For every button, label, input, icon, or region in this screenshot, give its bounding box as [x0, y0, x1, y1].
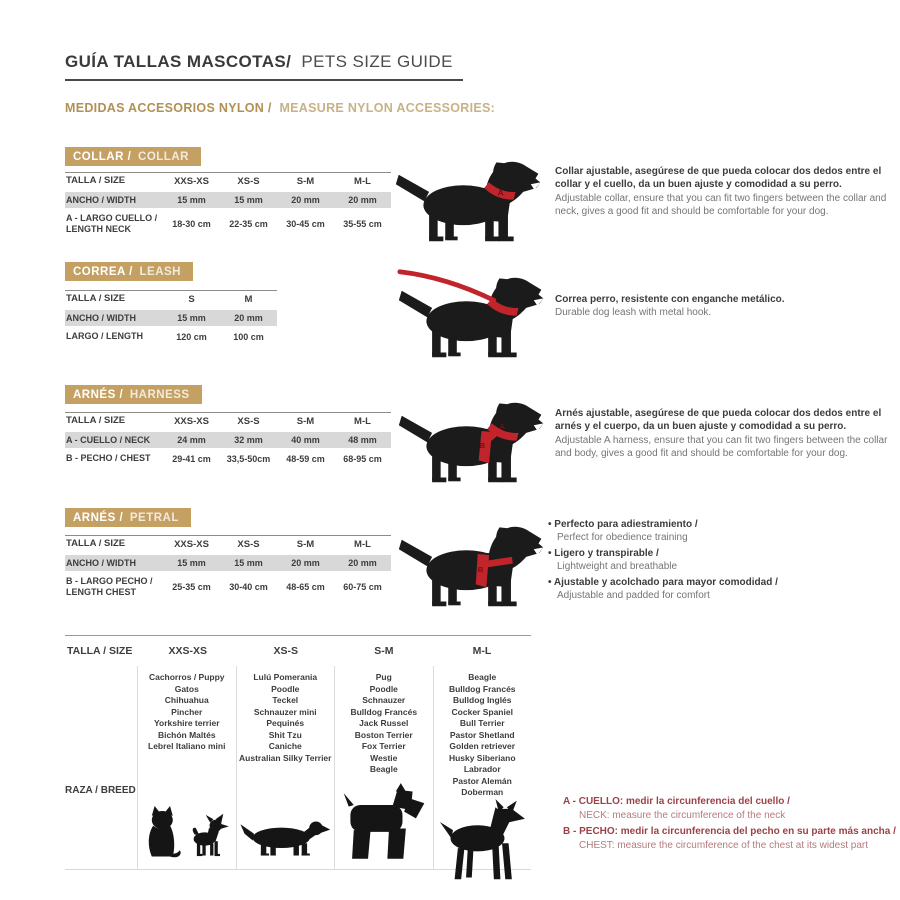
feature-item: [548, 518, 888, 544]
breed-item: Labrador: [463, 764, 501, 774]
size-header-cell: M-L: [354, 176, 371, 187]
breed-item: Lebrel Italiano mini: [148, 741, 226, 751]
size-header-cell: S-M: [374, 645, 394, 657]
value-cell: 15 mm: [177, 558, 206, 569]
size-header-cell: XXS-XS: [174, 416, 209, 427]
row-label: ANCHO / WIDTH: [66, 558, 136, 568]
value-cell: 15 mm: [234, 558, 263, 569]
value-cell: 15 mm: [234, 195, 263, 206]
breed-item: Pastor Shetland: [449, 729, 515, 740]
value-cell: 33,5-50cm: [226, 453, 271, 464]
breed-item: Bulldog Francés: [448, 683, 516, 694]
size-header-cell: XXS-XS: [174, 539, 209, 550]
breed-item: Jack Russel: [359, 718, 409, 728]
breed-item: Pug: [375, 672, 392, 682]
breed-item: Westie: [370, 752, 398, 763]
description-es: Arnés ajustable, asegúrese de que pueda colocar dos dedos entre el arnés y el cuerpo, da un buen ajuste y comodidad a su perro.: [555, 408, 882, 433]
svg-text:B: B: [477, 565, 484, 575]
breed-silhouettes: [435, 799, 529, 891]
breed-item: Fox Terrier: [361, 741, 406, 751]
breed-item: Cachorros / Puppy: [148, 672, 225, 682]
value-cell: 20 mm: [291, 558, 320, 569]
petral-section-badge: [65, 508, 191, 527]
breed-item: Bichón Maltés: [157, 729, 216, 740]
breed-item: Bulldog Inglés: [452, 695, 512, 705]
dog-with-red-harness-illustration: [396, 387, 548, 492]
harness-size-table: [65, 412, 391, 469]
petral-size-table: [65, 535, 391, 602]
value-cell: 25-35 cm: [172, 581, 211, 592]
breed-item: Chihuahua: [164, 695, 209, 705]
value-cell: 48-65 cm: [286, 581, 325, 592]
value-cell: 24 mm: [177, 435, 206, 446]
table-header-row: [65, 536, 391, 555]
badge-text-en: HARNESS: [129, 389, 190, 401]
leash-size-table: [65, 290, 277, 347]
table-row: [65, 310, 277, 328]
page-subtitle: [65, 101, 495, 115]
row-label: ANCHO / WIDTH: [66, 195, 136, 205]
breed-silhouettes: [239, 812, 331, 869]
size-header-cell: XS-S: [273, 645, 299, 657]
breed-item: Beagle: [369, 764, 398, 774]
breed-column-xxs-xs: [137, 666, 236, 869]
size-header-cell: XS-S: [237, 176, 260, 187]
measuring-notes: [563, 795, 898, 855]
badge-text-es: CORREA /: [73, 266, 133, 278]
breed-item: Pincher: [171, 706, 203, 717]
table-header-row: [65, 173, 391, 192]
breed-list: [239, 666, 331, 764]
size-header-cell: XXS-XS: [174, 176, 209, 187]
breed-item: Poodle: [369, 683, 398, 694]
value-cell: 48-59 cm: [286, 453, 325, 464]
value-cell: 20 mm: [234, 313, 263, 324]
breed-item: Australian Silky Terrier: [239, 752, 332, 763]
value-cell: 20 mm: [348, 558, 377, 569]
row-label: A - CUELLO / NECK: [66, 435, 151, 445]
size-header-cell: M-L: [354, 539, 371, 550]
breed-item: Husky Siberiano: [448, 752, 516, 763]
doberman-silhouette: [435, 799, 529, 885]
breed-item: Cocker Spaniel: [451, 706, 513, 717]
page-subtitle-en: MEASURE NYLON ACCESSORIES:: [279, 101, 496, 115]
value-cell: 100 cm: [233, 331, 264, 342]
table-row: [65, 555, 391, 573]
badge-text-es: ARNÉS /: [73, 389, 124, 401]
harness-description: [555, 407, 890, 460]
row-label: B - PECHO / CHEST: [66, 453, 151, 464]
value-cell: 68-95 cm: [343, 453, 382, 464]
size-header-cell: M-L: [472, 645, 492, 657]
badge-text-es: COLLAR /: [73, 151, 132, 163]
size-header-cell: S-M: [296, 176, 315, 187]
table-header-row: [65, 413, 391, 432]
breed-row-label: RAZA / BREED: [65, 784, 136, 796]
size-header-cell: XS-S: [237, 539, 260, 550]
breed-silhouettes: [142, 803, 231, 869]
breed-item: Pequinés: [266, 718, 305, 728]
value-cell: 18-30 cm: [172, 218, 211, 229]
row-label: B - LARGO PECHO / LENGTH CHEST: [66, 576, 153, 597]
breed-list: [350, 666, 417, 776]
value-cell: 15 mm: [177, 195, 206, 206]
page-subtitle-es: MEDIDAS ACCESORIOS NYLON /: [65, 101, 272, 115]
table-row: [65, 328, 277, 346]
note-light: NECK: measure the circumference of the neck: [579, 810, 786, 821]
breed-item: Poodle: [271, 683, 300, 694]
table-row: [65, 573, 391, 602]
note-item: [563, 825, 898, 853]
note-bold: B - PECHO: medir la circunferencia del pecho en su parte más ancha /: [563, 826, 896, 837]
breed-item: Golden retriever: [449, 741, 516, 751]
value-cell: 22-35 cm: [229, 218, 268, 229]
description-es: Correa perro, resistente con enganche metálico.: [555, 294, 785, 305]
size-header-cell: TALLA / SIZE: [66, 293, 126, 305]
feature-en: Adjustable and padded for comfort: [557, 590, 710, 601]
table-row: [65, 432, 391, 450]
description-en: Durable dog leash with metal hook.: [555, 307, 712, 319]
breed-item: Gatos: [174, 683, 199, 694]
badge-text-en: COLLAR: [138, 151, 189, 163]
breed-table: [65, 635, 531, 870]
size-header-cell: TALLA / SIZE: [66, 415, 126, 427]
badge-text-en: PETRAL: [129, 512, 179, 524]
note-bold: A - CUELLO: medir la circunferencia del cuello /: [563, 796, 790, 807]
breed-item: Pastor Alemán: [452, 775, 512, 786]
breed-item: Teckel: [272, 695, 299, 705]
breed-column-s-m: [334, 666, 433, 869]
schnauzer-silhouette: [342, 783, 426, 863]
feature-en: Perfect for obedience training: [557, 532, 688, 543]
feature-item: [548, 576, 888, 602]
size-header-cell: S: [188, 294, 195, 305]
cat-silhouette: [142, 803, 184, 863]
value-cell: 30-40 cm: [229, 581, 268, 592]
svg-text:A: A: [499, 422, 506, 432]
breed-list: [449, 666, 516, 799]
dog-with-red-leash-illustration: [396, 262, 548, 367]
badge-text-en: LEASH: [139, 266, 181, 278]
breed-column-m-l: [433, 666, 532, 869]
breed-table-body: [65, 666, 531, 870]
table-row: [65, 210, 391, 239]
note-item: [563, 795, 898, 823]
page-title-es: GUÍA TALLAS MASCOTAS/: [65, 52, 292, 71]
feature-es: • Ligero y transpirable /: [548, 547, 888, 560]
breed-item: Doberman: [461, 787, 504, 797]
page-title: [65, 52, 463, 81]
dachshund-silhouette: [239, 812, 331, 863]
value-cell: 20 mm: [291, 195, 320, 206]
row-label: LARGO / LENGTH: [66, 331, 143, 342]
breed-silhouettes: [342, 783, 426, 869]
size-header-cell: XXS-XS: [168, 645, 207, 657]
dog-with-red-petral-illustration: [396, 511, 548, 616]
description-en: Adjustable A harness, ensure that you can fit two fingers between the collar and body, gives a good fit and should be comfortable for your dog.: [555, 434, 888, 459]
value-cell: 29-41 cm: [172, 453, 211, 464]
svg-text:B: B: [479, 441, 486, 451]
collar-size-table: [65, 172, 391, 239]
dog-with-red-collar-illustration: [393, 146, 545, 251]
petral-feature-list: [548, 518, 888, 605]
breed-table-header: [65, 636, 531, 666]
value-cell: 30-45 cm: [286, 218, 325, 229]
value-cell: 15 mm: [177, 313, 206, 324]
table-row: [65, 450, 391, 468]
table-row: [65, 192, 391, 210]
breed-list: [148, 666, 225, 753]
breed-item: Beagle: [468, 672, 497, 682]
value-cell: 60-75 cm: [343, 581, 382, 592]
size-header-cell: M-L: [354, 416, 371, 427]
feature-item: [548, 547, 888, 573]
feature-es: • Perfecto para adiestramiento /: [548, 518, 888, 531]
svg-text:A: A: [497, 187, 504, 198]
value-cell: 35-55 cm: [343, 218, 382, 229]
feature-es: • Ajustable y acolchado para mayor comodidad /: [548, 576, 888, 589]
breed-item: Schnauzer mini: [253, 706, 317, 717]
size-header-cell: M: [244, 294, 253, 305]
leash-section-badge: [65, 262, 193, 281]
breed-item: Caniche: [268, 741, 302, 751]
size-header-cell: TALLA / SIZE: [67, 645, 133, 657]
breed-item: Boston Terrier: [354, 729, 413, 740]
leash-description: [555, 293, 890, 320]
value-cell: 32 mm: [234, 435, 263, 446]
breed-item: Lulú Pomerania: [253, 672, 318, 682]
collar-description: [555, 165, 890, 218]
collar-section-badge: [65, 147, 201, 166]
badge-text-es: ARNÉS /: [73, 512, 124, 524]
size-header-cell: TALLA / SIZE: [66, 538, 126, 550]
breed-item: Yorkshire terrier: [153, 718, 220, 728]
breed-item: Schnauzer: [362, 695, 406, 705]
breed-column-xs-s: [236, 666, 335, 869]
table-header-row: [65, 291, 277, 310]
harness-section-badge: [65, 385, 202, 404]
page-title-en: PETS SIZE GUIDE: [301, 52, 453, 71]
row-label: ANCHO / WIDTH: [66, 313, 136, 323]
feature-en: Lightweight and breathable: [557, 561, 678, 572]
breed-item: Shit Tzu: [268, 729, 302, 740]
size-header-cell: S-M: [296, 539, 315, 550]
value-cell: 40 mm: [291, 435, 320, 446]
description-es: Collar ajustable, asegúrese de que pueda colocar dos dedos entre el collar y el cuello, da un buen ajuste y comodidad a su perro.: [555, 166, 882, 191]
value-cell: 48 mm: [348, 435, 377, 446]
size-header-cell: S-M: [296, 416, 315, 427]
row-label: A - LARGO CUELLO / LENGTH NECK: [66, 213, 158, 234]
note-light: CHEST: measure the circumference of the chest at its widest part: [579, 840, 869, 851]
size-header-cell: TALLA / SIZE: [66, 175, 126, 187]
size-header-cell: XS-S: [237, 416, 260, 427]
breed-item: Bulldog Francés: [350, 706, 418, 717]
value-cell: 120 cm: [176, 331, 207, 342]
breed-item: Bull Terrier: [459, 718, 505, 728]
chihuahua-silhouette: [187, 809, 231, 863]
value-cell: 20 mm: [348, 195, 377, 206]
description-en: Adjustable collar, ensure that you can fit two fingers between the collar and neck, gives a good fit and should be comfortable for your dog.: [555, 192, 887, 217]
